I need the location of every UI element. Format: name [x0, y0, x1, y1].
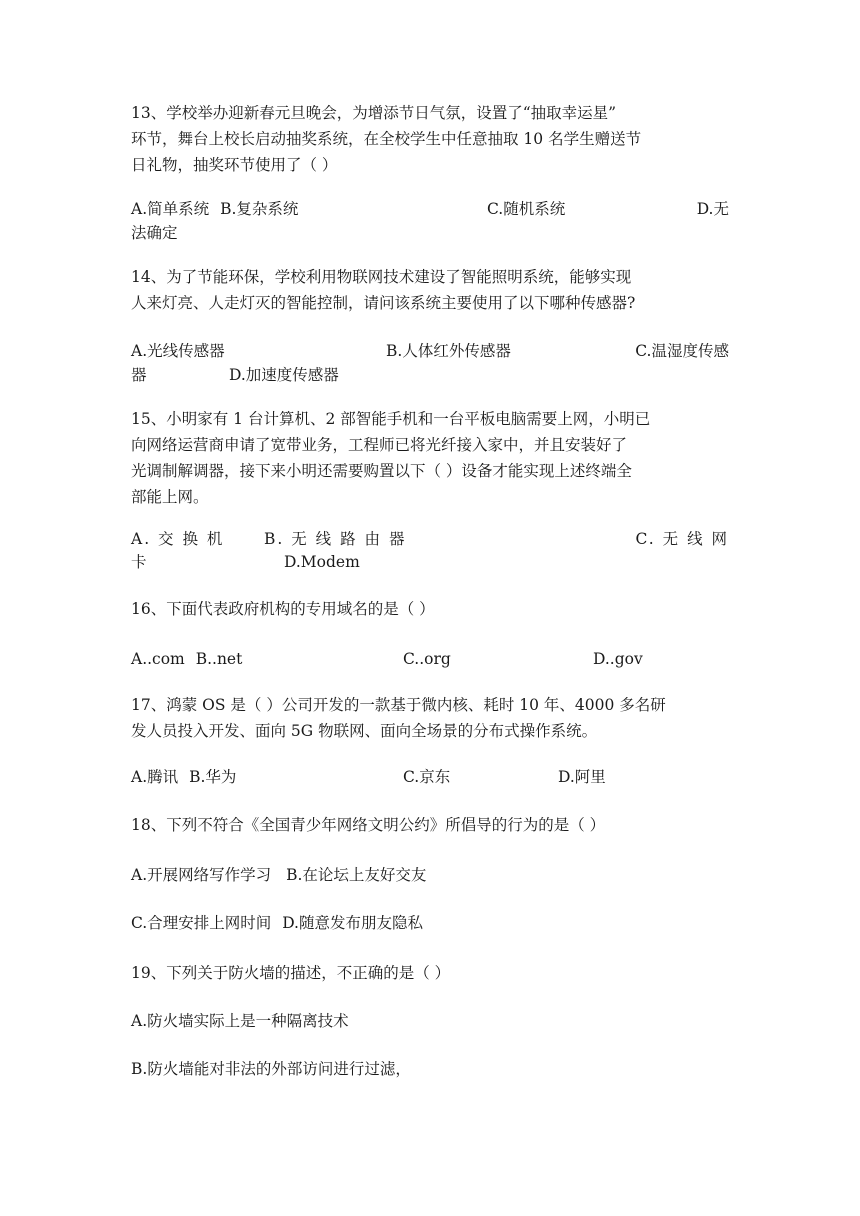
- question-19-stem-line-1: 19、下列关于防火墙的描述，不正确的是（ ）: [131, 964, 451, 982]
- question-16-stem-line-1: 16、下面代表政府机构的专用域名的是（ ）: [131, 600, 435, 618]
- question-15-option-d: D.Modem: [284, 553, 360, 571]
- question-13-stem-line-3: 日礼物，抽奖环节使用了（ ）: [131, 156, 338, 174]
- question-15-options-row: [131, 528, 729, 550]
- question-13-option-b: B.复杂系统: [220, 200, 299, 218]
- question-14-options-row: [131, 340, 729, 362]
- question-16-option-c: C..org: [403, 650, 451, 668]
- question-17-stem-line-2: 发人员投入开发、面向 5G 物联网、面向全场景的分布式操作系统。: [131, 722, 598, 740]
- question-17-option-c: C.京东: [403, 768, 451, 786]
- question-18-option-a: A.开展网络写作学习: [131, 866, 272, 884]
- question-13-stem-line-2: 环节，舞台上校长启动抽奖系统，在全校学生中任意抽取 10 名学生赠送节: [131, 130, 642, 148]
- question-17-option-a: A.腾讯: [131, 768, 179, 786]
- question-18-stem-line-1: 18、下列不符合《全国青少年网络文明公约》所倡导的行为的是（ ）: [131, 816, 606, 834]
- question-13-stem-line-1: 13、学校举办迎新春元旦晚会，为增添节日气氛，设置了“抽取幸运星”: [131, 104, 617, 122]
- question-15-stem-line-2: 向网络运营商申请了宽带业务，工程师已将光纤接入家中，并且安装好了: [131, 436, 628, 454]
- question-15-stem-line-4: 部能上网。: [131, 488, 209, 506]
- question-13-options-row: [131, 198, 729, 220]
- question-16-option-d: D..gov: [593, 650, 643, 668]
- question-15-option-a: A. 交 换 机: [131, 530, 225, 548]
- question-15-stem-line-1: 15、小明家有 1 台计算机、2 部智能手机和一台平板电脑需要上网，小明已: [131, 410, 651, 428]
- question-18-option-d: D.随意发布朋友隐私: [282, 914, 423, 932]
- question-13-option-a: A.简单系统: [131, 200, 210, 218]
- question-15-option-c-part2: 卡: [131, 553, 147, 571]
- question-15-option-c-part1: C. 无 线 网: [635, 530, 729, 548]
- question-17-options-row: [131, 766, 729, 788]
- question-18-option-b: B.在论坛上友好交友: [286, 866, 427, 884]
- question-14-option-c-part2: 器: [131, 366, 147, 384]
- question-19-option-b: B.防火墙能对非法的外部访问进行过滤，: [131, 1060, 411, 1078]
- question-16-options-row: [131, 648, 729, 670]
- question-14-options-row-2: [131, 364, 729, 386]
- question-17-stem-line-1: 17、鸿蒙 OS 是（ ）公司开发的一款基于微内核、耗时 10 年、4000 多名研: [131, 696, 666, 714]
- question-13-option-d-part2: 法确定: [131, 224, 178, 242]
- question-18-options-row-1: [131, 864, 729, 886]
- question-15-option-b: B. 无 线 路 由 器: [264, 530, 407, 548]
- question-13-option-c: C.随机系统: [487, 200, 566, 218]
- question-18-options-row-2: [131, 912, 729, 934]
- question-14-stem-line-2: 人来灯亮、人走灯灭的智能控制，请问该系统主要使用了以下哪种传感器?: [131, 294, 636, 312]
- question-14-option-c-part1: C.温湿度传感: [635, 342, 729, 360]
- question-17-option-b: B.华为: [189, 768, 237, 786]
- question-15-options-row-2: [131, 551, 729, 573]
- question-15-stem-line-3: 光调制解调器，接下来小明还需要购置以下（ ）设备才能实现上述终端全: [131, 462, 632, 480]
- question-16-option-b: B..net: [195, 650, 243, 668]
- question-16-option-a: A..com: [131, 650, 185, 668]
- question-19-option-a: A.防火墙实际上是一种隔离技术: [131, 1012, 349, 1030]
- question-17-option-d: D.阿里: [558, 768, 606, 786]
- question-14-option-a: A.光线传感器: [131, 342, 225, 360]
- question-14-option-d: D.加速度传感器: [229, 366, 339, 384]
- question-13-option-d-part1: D.无: [696, 200, 729, 218]
- question-18-option-c: C.合理安排上网时间: [131, 914, 272, 932]
- question-14-option-b: B.人体红外传感器: [386, 342, 511, 360]
- question-14-stem-line-1: 14、为了节能环保，学校利用物联网技术建设了智能照明系统，能够实现: [131, 268, 632, 286]
